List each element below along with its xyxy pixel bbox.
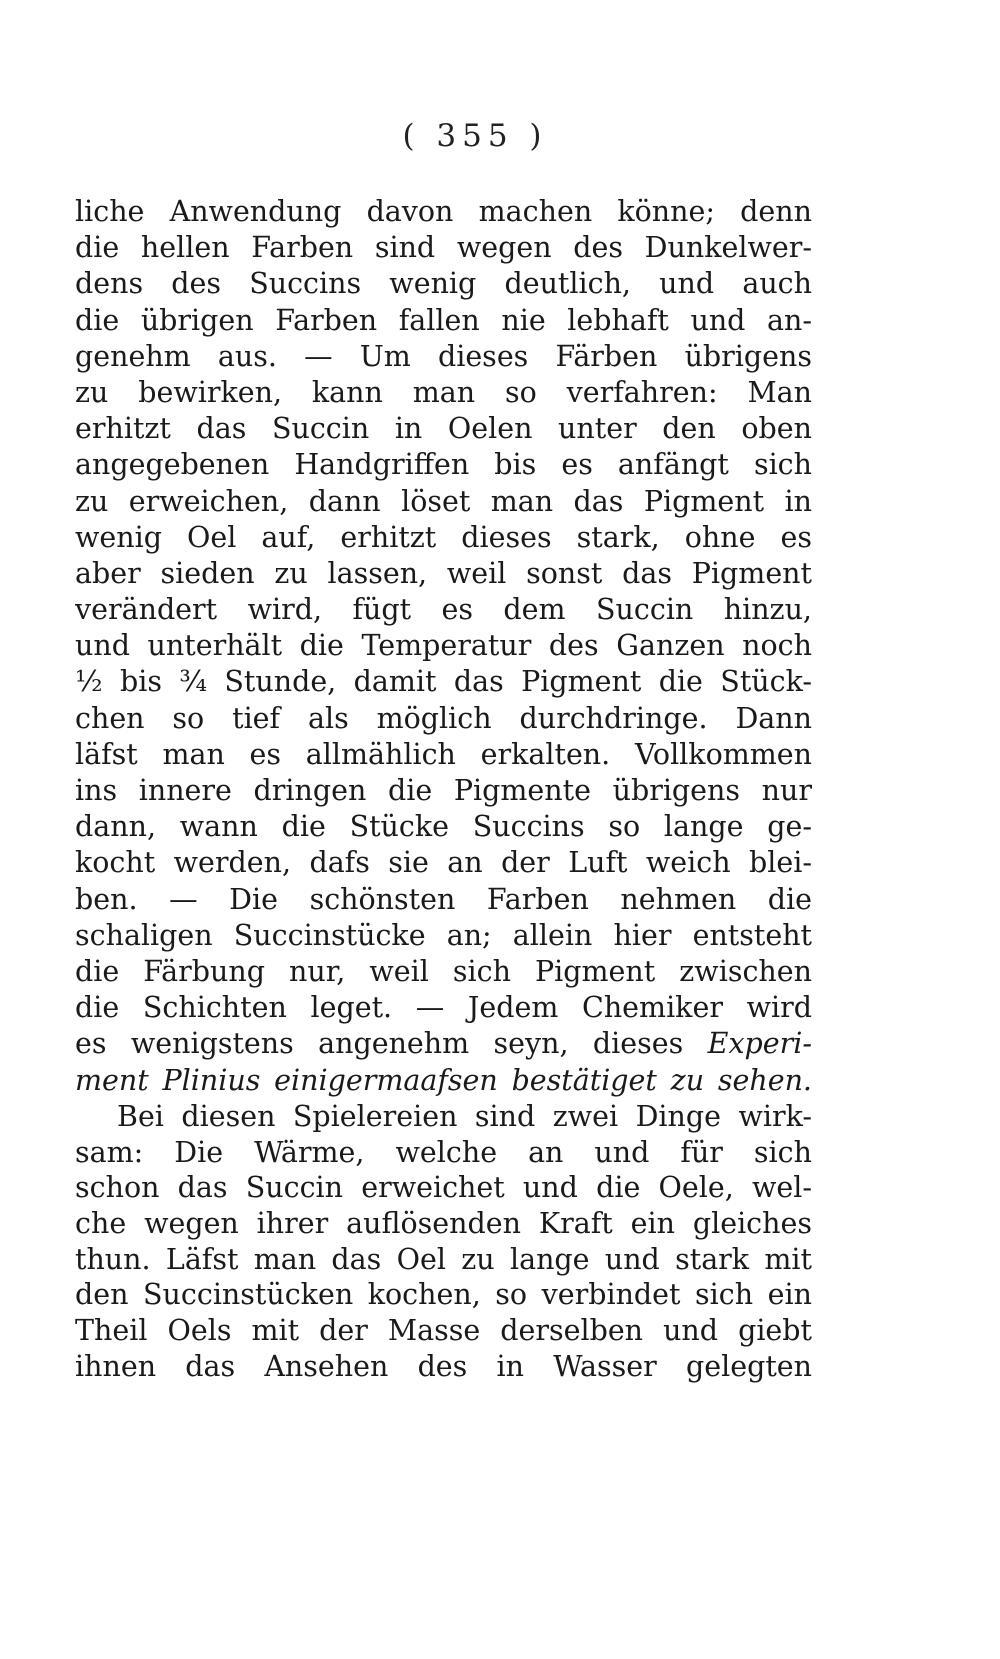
text-line: den Succinstücken kochen, so verbindet sich ein: [75, 1278, 812, 1312]
text-line: angegebenen Handgriffen bis es anfängt sich: [75, 448, 812, 482]
text-line: schaligen Succinstücke an; allein hier entsteht: [75, 918, 812, 952]
text-line: dann, wann die Stücke Succins so lange ge-: [75, 810, 812, 844]
text-line: kocht werden, dafs sie an der Luft weich blei-: [75, 846, 812, 880]
text-line: sam: Die Wärme, welche an und für sich: [75, 1135, 812, 1169]
text-line-mixed: [75, 1026, 812, 1062]
text-line: verändert wird, fügt es dem Succin hinzu,: [75, 593, 812, 627]
text-line: dens des Succins wenig deutlich, und auch: [75, 267, 812, 301]
text-line: zu erweichen, dann löset man das Pigment in: [75, 484, 812, 518]
text-line: erhitzt das Succin in Oelen unter den oben: [75, 412, 812, 446]
page-number: ( 355 ): [402, 118, 548, 154]
text-line: die hellen Farben sind wegen des Dunkelwer-: [75, 231, 812, 265]
text-line: ben. — Die schönsten Farben nehmen die: [75, 882, 812, 916]
text-line: schon das Succin erweichet und die Oele, wel-: [75, 1171, 812, 1205]
text-line: Bei diesen Spielereien sind zwei Dinge wirk-: [117, 1100, 812, 1133]
text-line: ½ bis ¾ Stunde, damit das Pigment die Stück-: [75, 665, 812, 699]
text-line: chen so tief als möglich durchdringe. Dann: [75, 701, 812, 735]
text-line: genehm aus. — Um dieses Färben übrigens: [75, 339, 812, 373]
text-line: zu bewirken, kann man so verfahren: Man: [75, 375, 812, 409]
text-line: thun. Läfst man das Oel zu lange und stark mit: [75, 1242, 812, 1276]
text-line: ihnen das Ansehen des in Wasser gelegten: [75, 1349, 812, 1383]
text-line: ins innere dringen die Pigmente übrigens nur: [75, 774, 812, 807]
text-line-italic: [75, 1063, 812, 1099]
italic-text-run: Experi-: [707, 1027, 812, 1061]
text-line: liche Anwendung davon machen könne; denn: [75, 195, 812, 228]
text-line: die Färbung nur, weil sich Pigment zwischen: [75, 954, 812, 988]
italic-text-run: ment Plinius einigermaafsen bestätiget zu sehen.: [75, 1063, 812, 1097]
text-line: che wegen ihrer auflösenden Kraft ein gleiches: [75, 1207, 812, 1241]
text-line: läfst man es allmählich erkalten. Vollkommen: [75, 737, 812, 771]
text-line: aber sieden zu lassen, weil sonst das Pigment: [75, 556, 812, 590]
text-line: die Schichten leget. — Jedem Chemiker wird: [75, 991, 812, 1025]
text-run: es wenigstens angenehm seyn, dieses: [75, 1027, 708, 1061]
text-line: die übrigen Farben fallen nie lebhaft und an-: [75, 303, 812, 337]
text-line: Theil Oels mit der Masse derselben und giebt: [75, 1314, 812, 1348]
paragraph-1: [75, 194, 812, 1099]
text-line: und unterhält die Temperatur des Ganzen noch: [75, 629, 812, 663]
paragraph-2: [75, 1099, 812, 1385]
text-line: wenig Oel auf, erhitzt dieses stark, ohne es: [75, 520, 812, 554]
